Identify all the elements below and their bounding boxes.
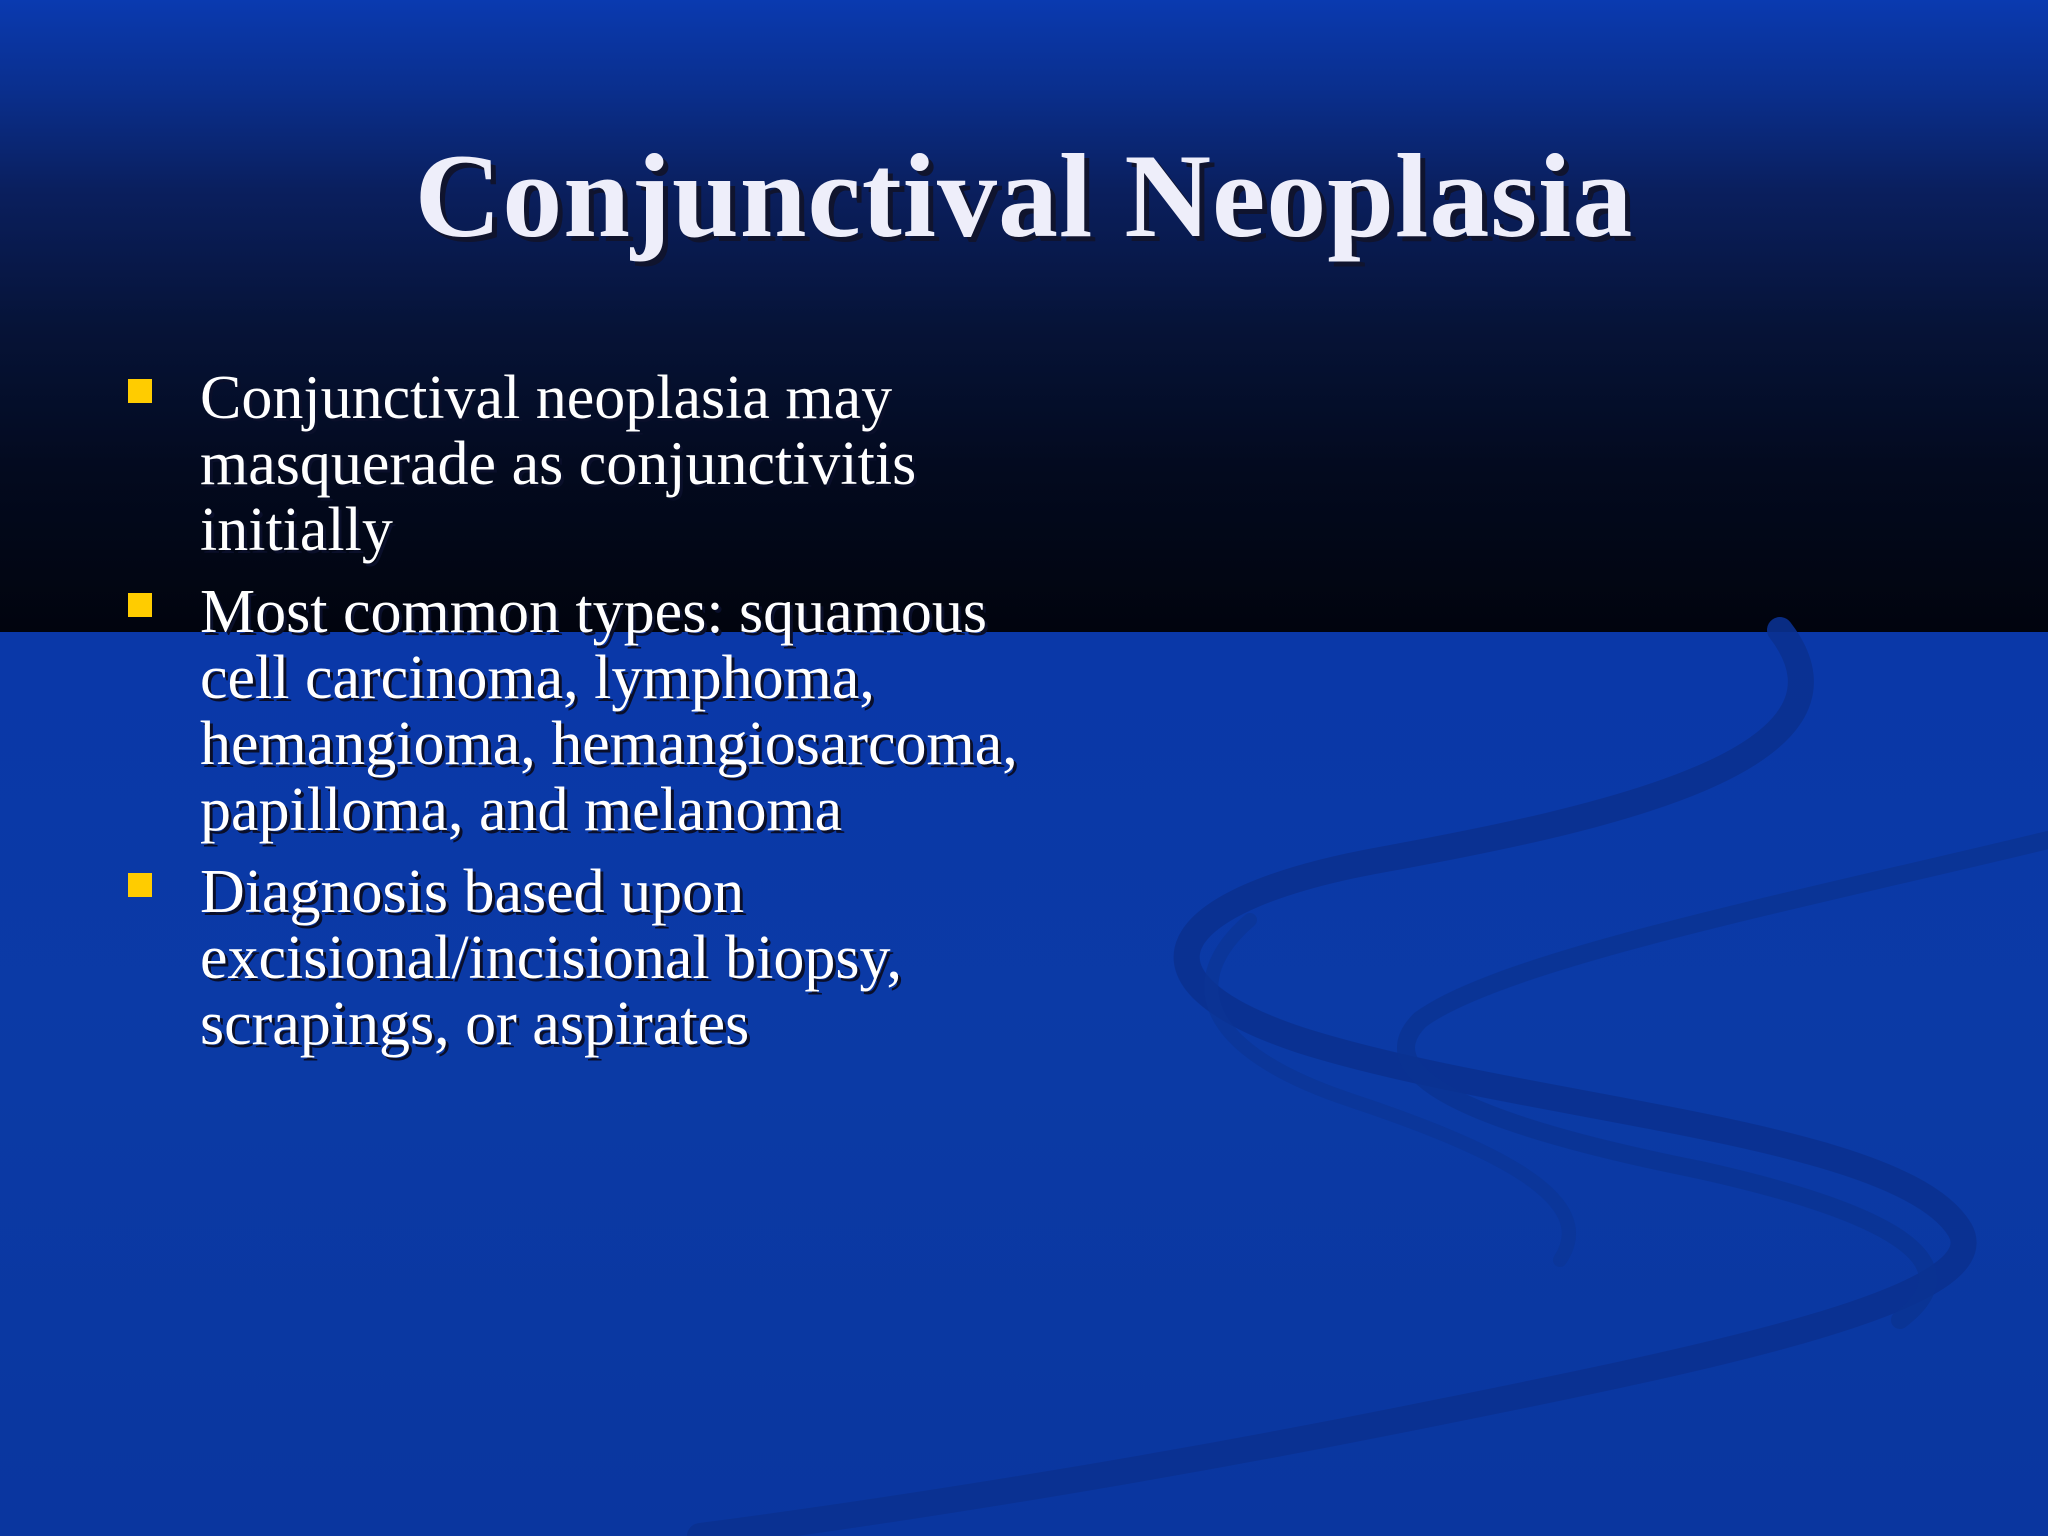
square-bullet-icon [128, 873, 152, 897]
bullet-item [124, 579, 1060, 843]
square-bullet-icon [128, 379, 152, 403]
slide-title: Conjunctival Neoplasia [414, 129, 1634, 262]
bullet-text: Conjunctival neoplasia may masquerade as conjunctivitis initially [200, 364, 917, 564]
bullet-text: Diagnosis based upon excisional/incisional biopsy, scrapings, or aspirates [200, 858, 902, 1058]
square-bullet-icon [128, 593, 152, 617]
bullet-text: Most common types: squamous cell carcinoma, lymphoma, hemangioma, hemangiosarcoma, papilloma, and melanoma [200, 578, 1018, 844]
bullet-item [124, 859, 1040, 1057]
bullet-list [124, 365, 1024, 1057]
bullet-item [124, 365, 1040, 563]
